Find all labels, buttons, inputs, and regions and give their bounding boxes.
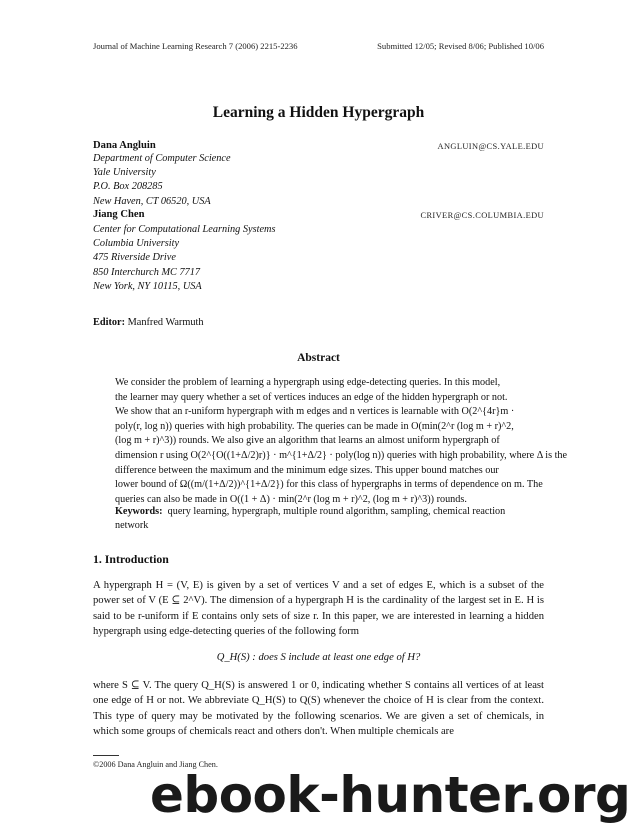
author-email[interactable]: ANGLUIN@CS.YALE.EDU [437,142,544,151]
submission-dates: Submitted 12/05; Revised 8/06; Published 10/06 [377,41,544,51]
editor-line: Editor: Manfred Warmuth [93,317,204,328]
section-title: 1. Introduction [93,552,169,566]
query-formula: Q_H(S) : does S include at least one edge of H? [216,652,421,663]
author-name: Dana Angluin [93,140,156,151]
author-affiliation: Department of Computer Science Yale University P.O. Box 208285 New Haven, CT 06520, USA [93,153,231,207]
author-email[interactable]: CRIVER@CS.COLUMBIA.EDU [420,211,544,220]
footnote-rule [93,755,119,756]
abstract-heading: Abstract [297,352,340,364]
author-name: Jiang Chen [93,209,145,220]
paper-title: Learning a Hidden Hypergraph [212,104,425,121]
watermark-logo: ebook-hunter.org [150,766,631,824]
intro-paragraph-1: A hypergraph H = (V, E) is given by a set of vertices V and a set of edges E, which is a subset of the power set of V (E ⊆ 2^V). The dimension of a hypergraph H is the cardinality of the largest set in E. H is said to be r-uniform if E contains only sets of size r. In this paper, we are interested in learning a hidden hypergraph using edge-detecting queries of the following form [93,580,544,637]
abstract-body: We consider the problem of learning a hypergraph using edge-detecting queries. In this model, the learner may query whether a set of vertices induces an edge of the hidden hypergraph or not. We show that an r-uniform hypergraph with m edges and n vertices is learnable with O(2^{4r}m · poly(r, log n)) queries with high probability. The queries can be made in O(min(2^r (log m + r)^2, (log m + r)^3)) rounds. We also give an algorithm that learns an almost uniform hypergraph of dimension r using O(2^{O((1+Δ/2)r)} · m^{1+Δ/2} · poly(log n)) queries with high probability, where Δ is the difference between the maximum and the minimum edge sizes. This upper bound matches our lower bound of Ω((m/(1+Δ/2))^{1+Δ/2}) for this class of hypergraphs in terms of dependence on m. The queries can also be made in O((1 + Δ) · min(2^r (log m + r)^2, (log m + r)^3)) rounds. [115,377,568,505]
intro-paragraph-2: where S ⊆ V. The query Q_H(S) is answered 1 or 0, indicating whether S contains all vertices of at least one edge of H or not. We abbreviate Q_H(S) to Q(S) whenever the choice of H is clear from the context. This type of query may be motivated by the following scenarios. We are given a set of chemicals, in which some groups of chemicals react and others don't. When multiple chemicals are [93,680,544,737]
copyright-footnote: ©2006 Dana Angluin and Jiang Chen. [93,760,218,769]
journal-header: Journal of Machine Learning Research 7 (2006) 2215-2236 [93,41,298,51]
keywords: Keywords: query learning, hypergraph, multiple round algorithm, sampling, chemical reaction network [115,506,506,531]
author-affiliation: Center for Computational Learning Systems Columbia University 475 Riverside Drive 850 Interchurch MC 7717 New York, NY 10115, USA [93,224,276,292]
